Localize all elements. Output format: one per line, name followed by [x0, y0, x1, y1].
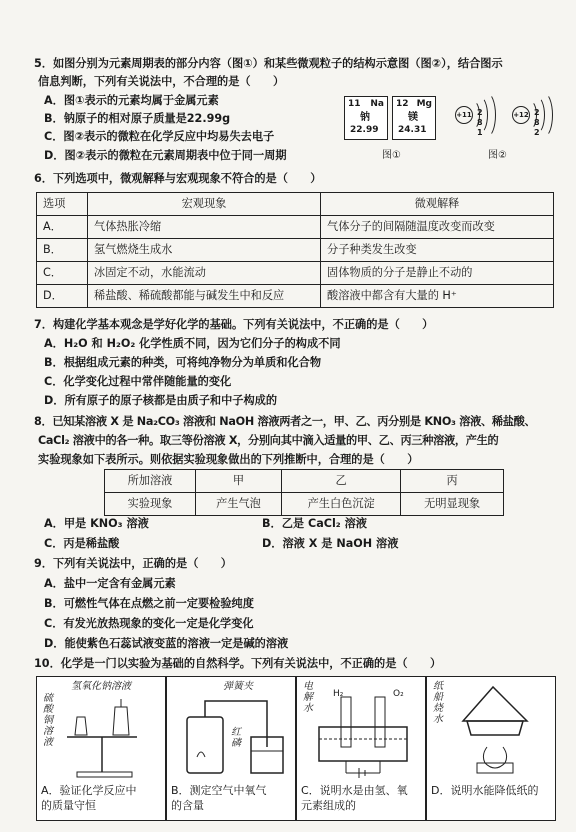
q9-option-d: D．能使紫色石蕊试液变蓝的溶液一定是碱的溶液	[44, 637, 289, 650]
table-row: B． 氢气燃烧生成水 分子种类发生改变	[37, 239, 554, 262]
atom-structure-sodium: +11 2 8 1	[455, 106, 473, 124]
experiment-d-caption: D．说明水能降低纸的	[426, 782, 556, 821]
q5-stem-line2: 信息判断，下列有关说法中，不合理的是（ ）	[38, 75, 285, 88]
q5-stem-line1: 5．如图分别为元素周期表的部分内容（图①）和某些微观粒子的结构示意图（图②），结合图示	[34, 57, 503, 70]
label-naoh-solution: 氢氧化钠溶液	[71, 681, 131, 692]
q8-option-a: A．甲是 KNO₃ 溶液	[44, 517, 149, 530]
label-paper-boat: 纸船烧水	[433, 681, 443, 725]
q8-stem-line2: CaCl₂ 溶液中的各一种。取三等份溶液 X，分别向其中滴入适量的甲、乙、丙三种溶液，产生的	[38, 434, 499, 447]
table-row: 实验现象 产生气泡 产生白色沉淀 无明显现象	[105, 493, 504, 516]
experiment-b-caption: B．测定空气中氧气 的含量	[166, 782, 296, 821]
experiment-c-figure	[296, 676, 426, 784]
periodic-cell-na: 11 Na 钠 22.99	[344, 96, 388, 140]
label-hydrogen: H₂	[333, 689, 344, 699]
label-electrolysis: 电解水	[303, 681, 313, 714]
experiment-a-caption: A．验证化学反应中 的质量守恒	[36, 782, 166, 821]
q9-option-c: C．有发光放热现象的变化一定是化学变化	[44, 617, 254, 630]
q5-option-a: A．图①表示的元素均属于金属元素	[44, 94, 219, 107]
q10-stem: 10．化学是一门以实验为基础的自然科学。下列有关说法中，不正确的是（ ）	[34, 657, 442, 670]
figure-1-caption: 图①	[382, 150, 401, 161]
table-row: A． 气体热胀冷缩 气体分子的间隔随温度改变而改变	[37, 216, 554, 239]
paper-boat-svg	[427, 677, 555, 783]
table-row: C． 冰固定不动，水能流动 固体物质的分子是静止不动的	[37, 262, 554, 285]
q5-option-c: C．图②表示的微粒在化学反应中均易失去电子	[44, 130, 275, 143]
label-spring-clip: 弹簧夹	[223, 681, 253, 692]
table-header: 微观解释	[321, 193, 554, 216]
q7-option-c: C．化学变化过程中常伴随能量的变化	[44, 375, 232, 388]
q6-table	[36, 192, 554, 308]
q8-option-b: B．乙是 CaCl₂ 溶液	[262, 517, 367, 530]
q7-stem: 7．构建化学基本观念是学好化学的基础。下列有关说法中，不正确的是（ ）	[34, 318, 434, 331]
table-header: 宏观现象	[88, 193, 321, 216]
experiment-d-figure	[426, 676, 556, 784]
table-row: 所加溶液 甲 乙 丙	[105, 470, 504, 493]
q5-option-d: D．图②表示的微粒在元素周期表中位于同一周期	[44, 149, 287, 162]
q7-option-b: B．根据组成元素的种类，可将纯净物分为单质和化合物	[44, 356, 322, 369]
figure-2-caption: 图②	[488, 150, 507, 161]
q8-stem-line3: 实验现象如下表所示。则依据实验现象做出的下列推断中，合理的是（ ）	[38, 453, 419, 466]
q8-table	[104, 469, 504, 516]
nucleus-circle: +11	[455, 106, 473, 124]
q8-stem-line1: 8．已知某溶液 X 是 Na₂CO₃ 溶液和 NaOH 溶液两者之一，甲、乙、丙分别是 KNO₃ 溶液、稀盐酸、	[34, 415, 536, 428]
label-oxygen: O₂	[393, 689, 404, 699]
q8-option-c: C．丙是稀盐酸	[44, 537, 120, 550]
label-cuso4-solution: 硫酸铜溶液	[43, 693, 53, 748]
periodic-cell-mg: 12 Mg 镁 24.31	[392, 96, 436, 140]
experiment-c-caption: C．说明水是由氢、氧 元素组成的	[296, 782, 426, 821]
table-header-row	[37, 193, 554, 216]
q7-option-d: D．所有原子的原子核都是由质子和中子构成的	[44, 394, 278, 407]
electrolysis-svg	[297, 677, 425, 783]
q9-stem: 9．下列有关说法中，正确的是（ ）	[34, 557, 232, 570]
q7-option-a: A．H₂O 和 H₂O₂ 化学性质不同，因为它们分子的构成不同	[44, 337, 341, 350]
table-header: 选项	[37, 193, 88, 216]
experiment-a-figure	[36, 676, 166, 784]
q9-option-a: A．盐中一定含有金属元素	[44, 577, 176, 590]
q6-stem: 6．下列选项中，微观解释与宏观现象不符合的是（ ）	[34, 172, 322, 185]
nucleus-circle: +12	[512, 106, 530, 124]
table-row: D． 稀盐酸、稀硫酸都能与碱发生中和反应 酸溶液中都含有大量的 H⁺	[37, 285, 554, 308]
experiment-b-figure	[166, 676, 296, 784]
q9-option-b: B．可燃性气体在点燃之前一定要检验纯度	[44, 597, 254, 610]
q5-option-b: B．钠原子的相对原子质量是22.99g	[44, 112, 231, 125]
balance-svg	[37, 677, 165, 783]
oxygen-apparatus-svg	[167, 677, 295, 783]
label-red-phosphorus: 红磷	[231, 727, 241, 749]
atom-structure-magnesium: +12 2 8 2	[512, 106, 530, 124]
q8-option-d: D．溶液 X 是 NaOH 溶液	[262, 537, 399, 550]
